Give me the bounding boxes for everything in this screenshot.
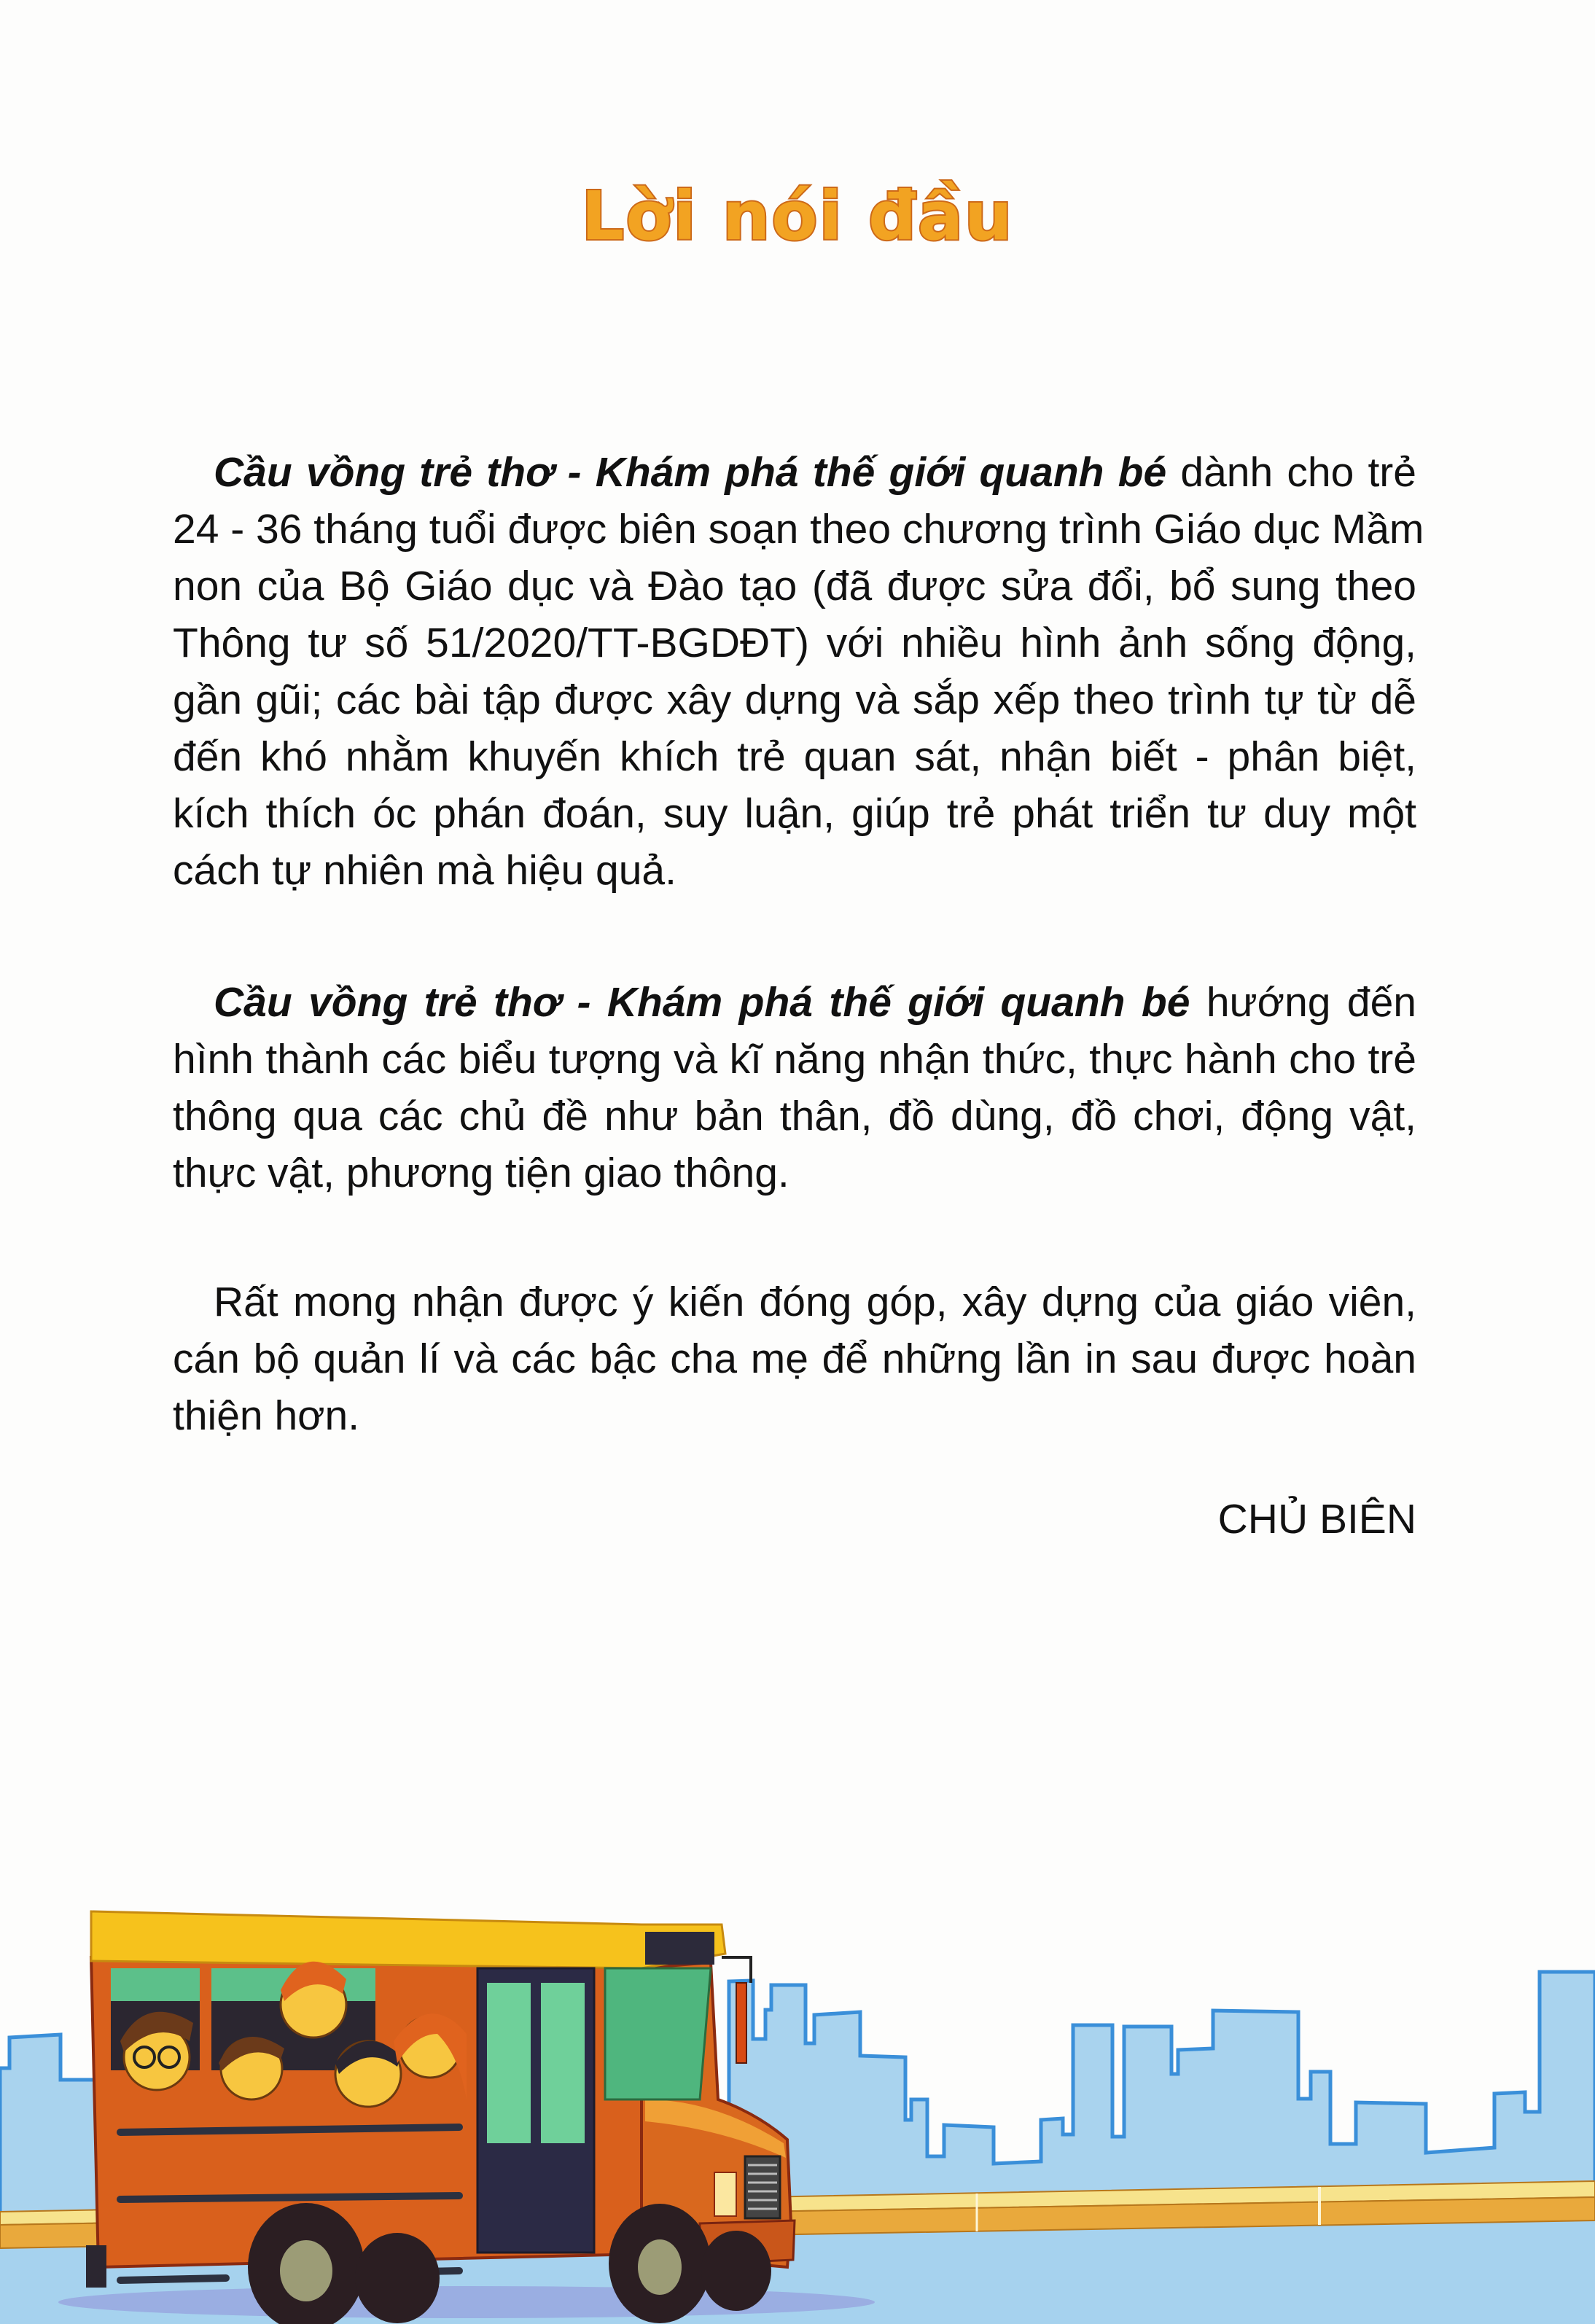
- paragraph-2: [173, 974, 1416, 1201]
- page-title: Lời nói đầu: [581, 177, 1014, 255]
- text-line: hình thành các biểu tượng và kĩ năng nhận thức, thực hành cho trẻ: [173, 1036, 1416, 1083]
- text-line: đến khó nhằm khuyến khích trẻ quan sát, nhận biết - phân biệt,: [173, 733, 1416, 780]
- book-title: Cầu vồng trẻ thơ - Khám phá thế giới quanh bé: [214, 449, 1167, 496]
- text-line: thiện hơn.: [173, 1392, 360, 1439]
- text-line: kích thích óc phán đoán, suy luận, giúp trẻ phát triển tư duy một: [173, 790, 1416, 837]
- book-title: Cầu vồng trẻ thơ - Khám phá thế giới quanh bé: [214, 979, 1190, 1026]
- bus-illustration: [0, 1881, 1595, 2324]
- paragraph-1: [173, 444, 1424, 899]
- text-line: cách tự nhiên mà hiệu quả.: [173, 847, 676, 894]
- text-line: Rất mong nhận được ý kiến đóng góp, xây dựng của giáo viên,: [214, 1279, 1416, 1325]
- text-line: Cầu vồng trẻ thơ - Khám phá thế giới quanh bé dành cho trẻ: [214, 449, 1416, 496]
- text-line: gần gũi; các bài tập được xây dựng và sắp xếp theo trình tự từ dễ: [173, 676, 1416, 723]
- text-line: Thông tư số 51/2020/TT-BGDĐT) với nhiều hình ảnh sống động,: [173, 620, 1416, 666]
- signature: CHỦ BIÊN: [1217, 1496, 1416, 1543]
- text-line: thực vật, phương tiện giao thông.: [173, 1150, 789, 1196]
- text-line: thông qua các chủ đề như bản thân, đồ dùng, đồ chơi, động vật,: [173, 1093, 1416, 1139]
- text-line: 24 - 36 tháng tuổi được biên soạn theo chương trình Giáo dục Mầm: [173, 506, 1424, 553]
- text-line: non của Bộ Giáo dục và Đào tạo (đã được sửa đổi, bổ sung theo: [173, 563, 1416, 609]
- text-line: Cầu vồng trẻ thơ - Khám phá thế giới quanh bé hướng đến: [214, 979, 1416, 1026]
- paragraph-3: [173, 1274, 1416, 1444]
- text-line: cán bộ quản lí và các bậc cha mẹ để những lần in sau được hoàn: [173, 1335, 1416, 1382]
